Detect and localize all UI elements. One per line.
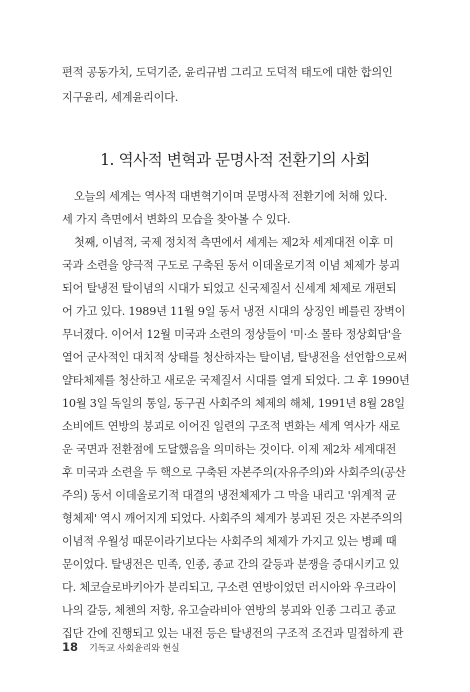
intro-line: 편적 공동가치, 도덕기준, 윤리규범 그리고 도덕적 태도에 대한 합의인 [62,66,393,79]
body-line: 나의 갈등, 체첸의 저항, 유고슬라비아 연방의 붕괴와 인종 그리고 종교 [62,604,396,617]
body-line: 국과 소련을 양극적 구도로 구축된 동서 이데올로기적 이념 체제가 붕괴 [62,259,400,272]
body-line: 형체제' 역시 깨어지게 되었다. 사회주의 체계가 붕괴된 것은 자본주의의 [62,512,403,525]
section-heading: 1. 역사적 변혁과 문명사적 전환기의 사회 [100,151,370,169]
running-title: 기독교 사회윤리와 현실 [89,644,180,654]
body-line: 후 미국과 소련을 두 핵으로 구축된 자본주의(자유주의)와 사회주의(공산 [62,466,406,479]
body-line: 첫째, 이념적, 국제 정치적 측면에서 세계는 제2차 세계대전 이후 미 [74,236,394,249]
body-line: 문이었다. 탈냉전은 민족, 인종, 종교 간의 갈등과 분쟁을 증대시키고 있 [62,558,400,571]
body-line: 집단 간에 진행되고 있는 내전 등은 탈냉전의 구조적 조건과 밀접하게 관 [62,627,404,640]
body-line: 운 국면과 전환점에 도달했음을 의미하는 것이다. 이제 제2차 세계대전 [62,443,397,456]
body-line: 이념적 우월성 때문이라기보다는 사회주의 체제가 가지고 있는 병폐 때 [62,535,397,548]
page-footer [62,636,179,655]
body-line: 얄타체제를 청산하고 새로운 국제질서 시대를 열게 되었다. 그 후 1990년 [62,374,410,387]
body-line: 되어 탈냉전 탈이념의 시대가 되었고 신국제질서 신세계 체제로 개편되 [62,282,397,295]
body-line: 세 가지 측면에서 변화의 모습을 찾아볼 수 있다. [62,213,291,226]
body-line: 오늘의 세계는 역사적 대변혁기이며 문명사적 전환기에 처해 있다. [74,190,388,203]
body-line: 무너졌다. 이어서 12월 미국과 소련의 정상들이 '미·소 몰타 정상회담'을 [62,328,402,341]
body-line: 소비에트 연방의 붕괴로 이어진 일련의 구조적 변화는 세계 역사가 새로 [62,420,400,433]
body-line: 다. 체코슬로바키아가 분리되고, 구소련 연방이었던 러시아와 우크라이 [62,581,397,594]
page-number: 18 [62,640,79,654]
body-line: 10월 3일 독일의 통일, 동구권 사회주의 체제의 해체, 1991년 8월 28일 [62,397,405,410]
body-line: 주의) 동서 이데올로기적 대결의 냉전체제가 그 막을 내리고 '위계적 균 [62,489,397,502]
body-line: 어 가고 있다. 1989년 11월 9일 동서 냉전 시대의 상징인 베를린 장벽이 [62,305,406,318]
body-line: 열어 군사적인 대치적 상태를 청산하자는 탈이념, 탈냉전을 선언함으로써 [62,351,408,364]
intro-line: 지구윤리, 세계윤리이다. [62,91,179,104]
